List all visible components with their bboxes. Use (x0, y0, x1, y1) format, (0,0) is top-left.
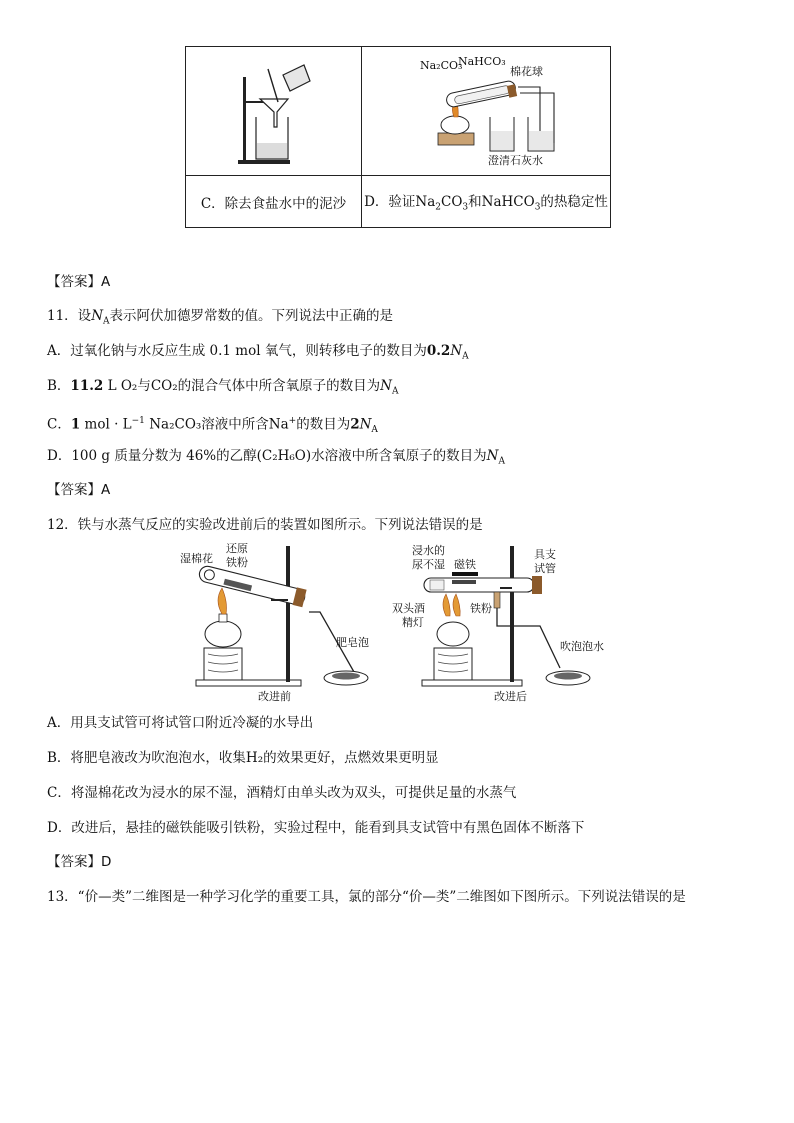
double-lamp-label-2: 精灯 (402, 616, 424, 629)
after-caption: 改进后 (494, 690, 527, 703)
q12-option-c: C．将湿棉花改为浸水的尿不湿，酒精灯由单头改为双头，可提供足量的水蒸气 (47, 785, 517, 801)
q11-option-b: B．11.2 L O₂与CO₂的混合气体中所含氧原子的数目为$N_A$ (47, 378, 399, 397)
q13-stem: 13．“价—类”二维图是一种学习化学的重要工具，氯的部分“价—类”二维图如下图所示。下列说法错误的是 (47, 889, 686, 905)
option-d-caption: D．验证$Na_2CO_3$和NaHCO$_3$的热稳定性 (362, 176, 611, 228)
limewater-label: 澄清石灰水 (488, 154, 543, 167)
thermal-stability-apparatus-figure (362, 47, 610, 175)
nahco3-label: NaHCO₃ (458, 55, 506, 68)
option-c-figure-cell (186, 47, 362, 176)
q11-option-d: D．100 g 质量分数为 46%的乙醇(C₂H₆O)水溶液中所含氧原子的数目为$N_A$ (47, 448, 505, 467)
q11-stem: 11．设$N_A$表示阿伏加德罗常数的值。下列说法中正确的是 (47, 308, 393, 327)
q11-option-a: A．过氧化钠与水反应生成 0.1 mol 氧气，则转移电子的数目为$0.2N_A$ (47, 343, 469, 362)
cotton-ball-label: 棉花球 (510, 65, 543, 78)
q12-answer: 【答案】D (47, 854, 112, 870)
magnet-icon (452, 572, 478, 576)
q11-option-c: C．1 mol · $L^{-1}$ Na₂CO₃溶液中所含Na+的数目为$2N_A$ (47, 416, 378, 436)
diaper-label-1: 浸水的 (412, 544, 445, 557)
q10-answer: 【答案】A (47, 274, 111, 290)
q12-option-d: D．改进后，悬挂的磁铁能吸引铁粉，实验过程中，能看到具支试管中有黑色固体不断落下 (47, 820, 585, 836)
iron-powder-label: 铁粉 (470, 602, 492, 615)
option-c-caption: C．除去食盐水中的泥沙 (186, 176, 362, 228)
side-tube-label-1: 具支 (534, 548, 556, 561)
q11-answer: 【答案】A (47, 482, 111, 498)
q12-stem: 12．铁与水蒸气反应的实验改进前后的装置如图所示。下列说法错误的是 (47, 517, 483, 533)
double-lamp-label-1: 双头酒 (392, 602, 425, 615)
q12-option-a: A．用具支试管可将试管口附近冷凝的水导出 (47, 715, 314, 731)
filtration-apparatus-figure (186, 47, 361, 175)
diaper-label-2: 尿不湿 (412, 558, 445, 571)
options-table (185, 46, 611, 228)
option-d-figure-cell (362, 47, 611, 176)
bubble-water-label: 吹泡泡水 (560, 640, 604, 653)
na2co3-label: Na₂CO₃ (420, 59, 463, 72)
before-caption: 改进前 (258, 690, 291, 703)
reduced-iron-label-2: 铁粉 (226, 556, 248, 569)
reduced-iron-label-1: 还原 (226, 542, 248, 555)
magnet-label: 磁铁 (454, 558, 476, 571)
soap-bubble-label: 肥皂泡 (336, 636, 369, 649)
q12-option-b: B．将肥皂液改为吹泡泡水，收集H₂的效果更好，点燃效果更明显 (47, 750, 439, 766)
apparatus-after-figure (388, 540, 628, 708)
wet-cotton-label: 湿棉花 (180, 552, 213, 565)
side-tube-label-2: 试管 (534, 562, 556, 575)
apparatus-before-figure (176, 540, 384, 708)
